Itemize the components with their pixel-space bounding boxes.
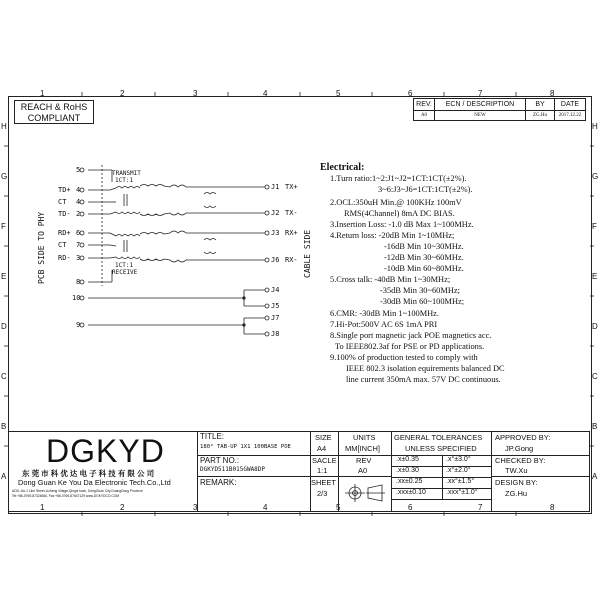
- col-num: 1: [40, 89, 45, 98]
- receive-ratio: 1CT:1: [115, 262, 134, 269]
- pin-label: RX-: [285, 256, 298, 264]
- compliance-line-1: REACH & RoHS: [20, 102, 88, 112]
- spec-line: 6.CMR: -30dB Min 1~100MHz.: [330, 309, 439, 318]
- spec-line: -10dB Min 60~80MHz.: [384, 264, 464, 273]
- rev-header-ecn: ECN / DESCRIPTION: [434, 98, 526, 111]
- row-letter: A: [592, 472, 598, 481]
- tol-value: .x°±2.0°: [446, 467, 471, 474]
- size-label: SIZE: [315, 433, 332, 442]
- pin-number: J1: [271, 183, 280, 191]
- rev-cell-by: ZG.Hu: [525, 110, 555, 121]
- row-letter: B: [592, 422, 598, 431]
- size-value: A4: [317, 444, 327, 453]
- design-label: DESIGN BY:: [495, 478, 538, 487]
- pin-number: J3: [271, 229, 280, 237]
- spec-line: IEEE 802.3 isolation equirements balanced DC: [346, 364, 505, 373]
- projection-symbol-icon: [342, 482, 388, 504]
- pin-label: TD-: [58, 210, 71, 218]
- spec-line: 1.Turn ratio:1~2:J1~J2=1CT:1CT(±2%).: [330, 174, 467, 183]
- pin-label: CT: [58, 198, 67, 206]
- row-letter: C: [1, 372, 7, 381]
- title-value: 180° TAB-UP 1X1 100BASE POE: [200, 444, 291, 450]
- tol-value: .x°±3.0°: [446, 456, 471, 463]
- spec-line: -12dB Min 30~60MHz.: [384, 253, 464, 262]
- scale-value: 1:1: [317, 466, 328, 475]
- units-label: UNITS: [353, 433, 376, 442]
- row-letter: H: [1, 122, 7, 131]
- row-letter: E: [1, 272, 7, 281]
- tol-value: .x±0.35: [396, 456, 419, 463]
- rev-cell-ecn: NEW: [434, 110, 526, 121]
- title-label: TITLE:: [200, 432, 225, 441]
- part-value: DGKYD511B015GWA8DP: [200, 466, 266, 473]
- rev-cell-rev: A0: [413, 110, 435, 121]
- spec-line: To IEEE802.3af for PSE or PD applications.: [335, 342, 485, 351]
- col-num: 5: [336, 503, 341, 512]
- rev-header-by: BY: [525, 98, 555, 111]
- pin-number: 5: [76, 166, 81, 174]
- spec-line: 3.Insertion Loss: -1.0 dB Max 1~100MHz.: [330, 220, 474, 229]
- approved-label: APPROVED BY:: [495, 433, 551, 442]
- pin-label: TX+: [285, 183, 298, 191]
- part-label: PART NO.:: [200, 456, 240, 465]
- pin-number: 7: [76, 241, 81, 249]
- col-num: 6: [408, 89, 413, 98]
- checked-value: TW.Xu: [505, 466, 528, 475]
- pin-label: RD+: [58, 229, 71, 237]
- transmit-ratio: 1CT:1: [115, 177, 134, 184]
- spec-line: -30dB Min 60~100MHz;: [380, 297, 465, 306]
- col-num: 7: [478, 89, 483, 98]
- pcb-side-label: PCB SIDE TO PHY: [37, 211, 46, 284]
- row-letter: F: [1, 222, 6, 231]
- transmit-label: TRANSMIT: [112, 170, 141, 177]
- spec-line: 3~6:J3~J6=1CT:1CT(±2%).: [378, 185, 473, 194]
- tol-value: .x±0.30: [396, 467, 419, 474]
- checked-label: CHECKED BY:: [495, 456, 546, 465]
- row-letter: H: [592, 122, 598, 131]
- col-num: 2: [120, 89, 125, 98]
- pin-number: 8: [76, 278, 81, 286]
- pin-number: 6: [76, 229, 81, 237]
- row-letter: C: [592, 372, 598, 381]
- pin-number: J4: [271, 286, 280, 294]
- pin-number: 10: [72, 294, 81, 302]
- col-num: 2: [120, 503, 125, 512]
- scale-label: SACLE: [312, 456, 337, 465]
- tol-value: .xxx±0.10: [396, 489, 426, 496]
- pin-number: 4: [76, 198, 81, 206]
- tol-value: .xx°±1.5°: [446, 478, 475, 485]
- rev-header-date: DATE: [554, 98, 586, 111]
- approved-value: JP.Gong: [505, 444, 534, 453]
- spec-line: -16dB Min 10~30MHz.: [384, 242, 464, 251]
- tol-blank-cell: [391, 499, 492, 512]
- col-num: 8: [550, 89, 555, 98]
- spec-line: 8.Single port magnetic jack POE magnetics acc.: [330, 331, 492, 340]
- col-num: 5: [336, 89, 341, 98]
- cable-side-label: CABLE SIDE: [303, 229, 312, 278]
- col-num: 4: [263, 503, 268, 512]
- spec-line: -35dB Min 30~60MHz;: [380, 286, 460, 295]
- tol-value: .xx±0.25: [396, 478, 423, 485]
- sheet-value: 2/3: [317, 489, 328, 498]
- rev-label: REV: [356, 456, 372, 465]
- spec-line: RMS(4Channel) 8mA DC BIAS.: [344, 209, 455, 218]
- pin-number: 2: [76, 210, 81, 218]
- row-letter: G: [1, 172, 8, 181]
- compliance-line-2: COMPLIANT: [27, 113, 81, 123]
- spec-line: 4.Return loss: -20dB Min 1~10MHz;: [330, 231, 455, 240]
- spec-line: 9.100% of production tested to comply with: [330, 353, 478, 362]
- company-contact: Tel:+86-0769-87324666, Fax:+86-0769-87647129 www.DGKYDCO.COM: [12, 494, 120, 498]
- pin-label: TD+: [58, 186, 71, 194]
- units-value: MM[INCH]: [345, 444, 380, 453]
- row-letter: E: [592, 272, 598, 281]
- row-letter: B: [1, 422, 7, 431]
- row-letter: F: [592, 222, 597, 231]
- col-num: 1: [40, 503, 45, 512]
- col-num: 3: [193, 89, 198, 98]
- spec-line: 2.OCL:350uH Min.@ 100KHz 100mV: [330, 198, 462, 207]
- spec-line: 5.Cross talk: -40dB Min 1~30MHz;: [330, 275, 451, 284]
- pin-label: RD-: [58, 254, 71, 262]
- tol-value: .xxx°±1.0°: [446, 489, 478, 496]
- pin-number: 4: [76, 186, 81, 194]
- pin-number: J8: [271, 330, 280, 338]
- general-tolerances-line-1: GENERAL TOLERANCES: [394, 433, 483, 442]
- pin-label: CT: [58, 241, 67, 249]
- sheet-label: SHEET: [311, 478, 337, 487]
- pin-number: 3: [76, 254, 81, 262]
- pin-number: J2: [271, 209, 280, 217]
- row-letter: A: [1, 472, 7, 481]
- pin-label: TX-: [285, 209, 298, 217]
- remark-label: REMARK:: [200, 478, 237, 487]
- pin-number: J6: [271, 256, 280, 264]
- col-num: 8: [550, 503, 555, 512]
- rev-value: A0: [358, 466, 368, 475]
- company-logo: DGKYD: [46, 433, 165, 469]
- row-letter: G: [592, 172, 599, 181]
- general-tolerances-line-2: UNLESS SPECIFIED: [405, 444, 477, 453]
- pin-label: RX+: [285, 229, 298, 237]
- row-letter: D: [1, 322, 7, 331]
- pin-number: J5: [271, 302, 280, 310]
- spec-line: line current 350mA max. 57V DC continuous.: [346, 375, 501, 384]
- col-num: 3: [193, 503, 198, 512]
- design-value: ZG.Hu: [505, 489, 528, 498]
- pin-number: J7: [271, 314, 280, 322]
- company-name-cn: 东 莞 市 科 优 达 电 子 科 技 有 限 公 司: [22, 469, 155, 478]
- rev-cell-date: 2017.12.22: [554, 110, 586, 121]
- col-num: 4: [263, 89, 268, 98]
- company-name-en: Dong Guan Ke You Da Electronic Tech.Co.,Ltd: [18, 478, 171, 487]
- company-address: ADD:-No.1 Lihe Street,Lizheng Village,Qingxi town, DongGuan City,GuangDong Province: [12, 489, 143, 493]
- pin-number: 9: [76, 321, 81, 329]
- rev-header-rev: REV.: [413, 98, 435, 111]
- col-num: 7: [478, 503, 483, 512]
- col-num: 6: [408, 503, 413, 512]
- electrical-title: Electrical:: [320, 162, 365, 173]
- row-letter: D: [592, 322, 598, 331]
- spec-line: 7.Hi-Pot:500V AC 6S 1mA PRI: [330, 320, 438, 329]
- receive-label: RECEIVE: [112, 269, 138, 276]
